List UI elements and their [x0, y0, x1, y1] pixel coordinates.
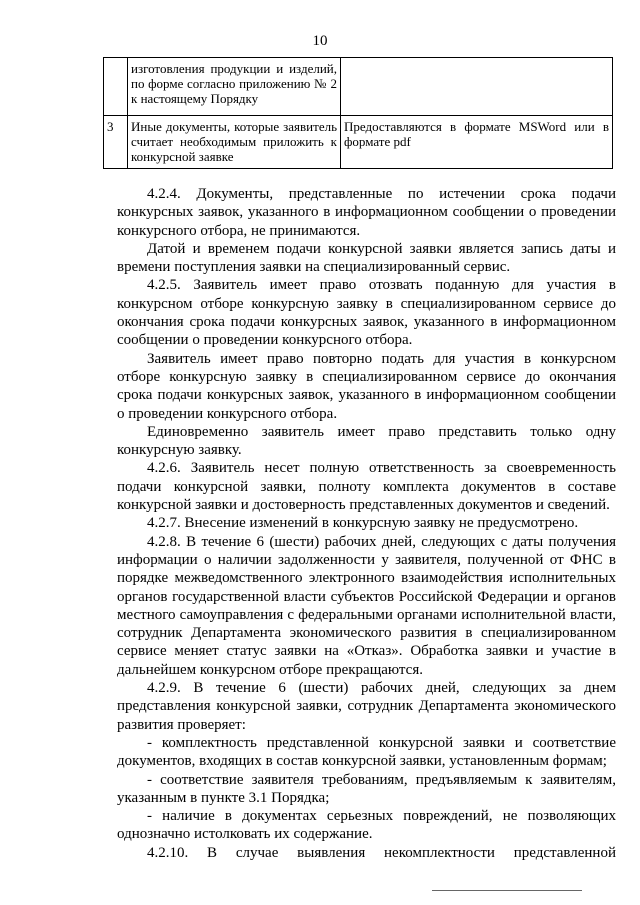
paragraph-4-2-10: 4.2.10. В случае выявления некомплектности представленной	[147, 844, 616, 861]
list-item-requirements: - соответствие заявителя требованиям, предъявляемым к заявителям, указанным в пункте 3.1 Порядка;	[117, 771, 616, 806]
paragraph-submission-date: Датой и временем подачи конкурсной заявки является запись даты и времени поступления заявки на специализированный сервис.	[117, 240, 616, 276]
paragraph-4-2-6: 4.2.6. Заявитель несет полную ответственность за своевременность подачи конкурсной заявки, полноту комплекта документов в составе конкурсной заявки и достоверность представленных документов и сведений.	[117, 460, 616, 514]
paragraph-4-2-4: 4.2.4. Документы, представленные по истечении срока подачи конкурсных заявок, указанного в информационном сообщении о проведении конкурсного отбора, не принимаются.	[117, 186, 616, 239]
document-name-cell: изготовления продукции и изделий, по форме согласно приложению № 2 к настоящему Порядку	[128, 58, 341, 116]
table-row	[104, 116, 613, 169]
scan-edge-line	[432, 890, 582, 891]
paragraph-4-2-9: 4.2.9. В течение 6 (шести) рабочих дней, следующих за днем представления конкурсной заявки, сотрудник Департамента экономического развития проверяет:	[117, 680, 616, 733]
list-item-completeness: - комплектность представленной конкурсной заявки и соответствие документов, входящих в состав конкурсной заявки, установленным формам;	[117, 734, 616, 770]
row-number-cell: 3	[104, 116, 128, 169]
paragraph-4-2-5: 4.2.5. Заявитель имеет право отозвать поданную для участия в конкурсном отборе конкурсную заявку в специализированном сервисе до окончания срока подачи конкурсных заявок, указанного в информационном сообщении о проведении конкурсного отбора.	[117, 277, 616, 349]
document-format-cell	[341, 58, 613, 116]
list-item-damage: - наличие в документах серьезных повреждений, не позволяющих однозначно истолковать их содержание.	[117, 808, 616, 843]
document-body	[117, 185, 616, 862]
document-format-cell: Предоставляются в формате MSWord или в формате pdf	[341, 116, 613, 169]
paragraph-4-2-8: 4.2.8. В течение 6 (шести) рабочих дней, следующих с даты получения информации о наличии задолженности у заявителя, полученной от ФНС в порядке межведомственного электронного взаимодействия исполнительных органов государственной власти субъектов Российской Федерации и органов местного самоуправления с федеральными органами исполнительной власти, сотрудник Департамента экономического развития в специализированном сервисе меняет статус заявки на «Отказ». Обработка заявки и участие в дальнейшем конкурсном отборе прекращаются.	[117, 533, 616, 678]
paragraph-single-application: Единовременно заявитель имеет право представить только одну конкурсную заявку.	[117, 423, 616, 459]
page-number: 10	[312, 33, 328, 49]
paragraph-resubmission: Заявитель имеет право повторно подать для участия в конкурсном отборе конкурсную заявку в специализированном сервисе до окончания срока подачи конкурсных заявок, указанного в информационном сообщении о проведении конкурсного отбора.	[117, 350, 616, 422]
documents-table	[103, 57, 613, 169]
table-row	[104, 58, 613, 116]
row-number-cell	[104, 58, 128, 116]
document-name-cell: Иные документы, которые заявитель считает необходимым приложить к конкурсной заявке	[128, 116, 341, 169]
paragraph-4-2-7: 4.2.7. Внесение изменений в конкурсную заявку не предусмотрено.	[147, 515, 579, 532]
